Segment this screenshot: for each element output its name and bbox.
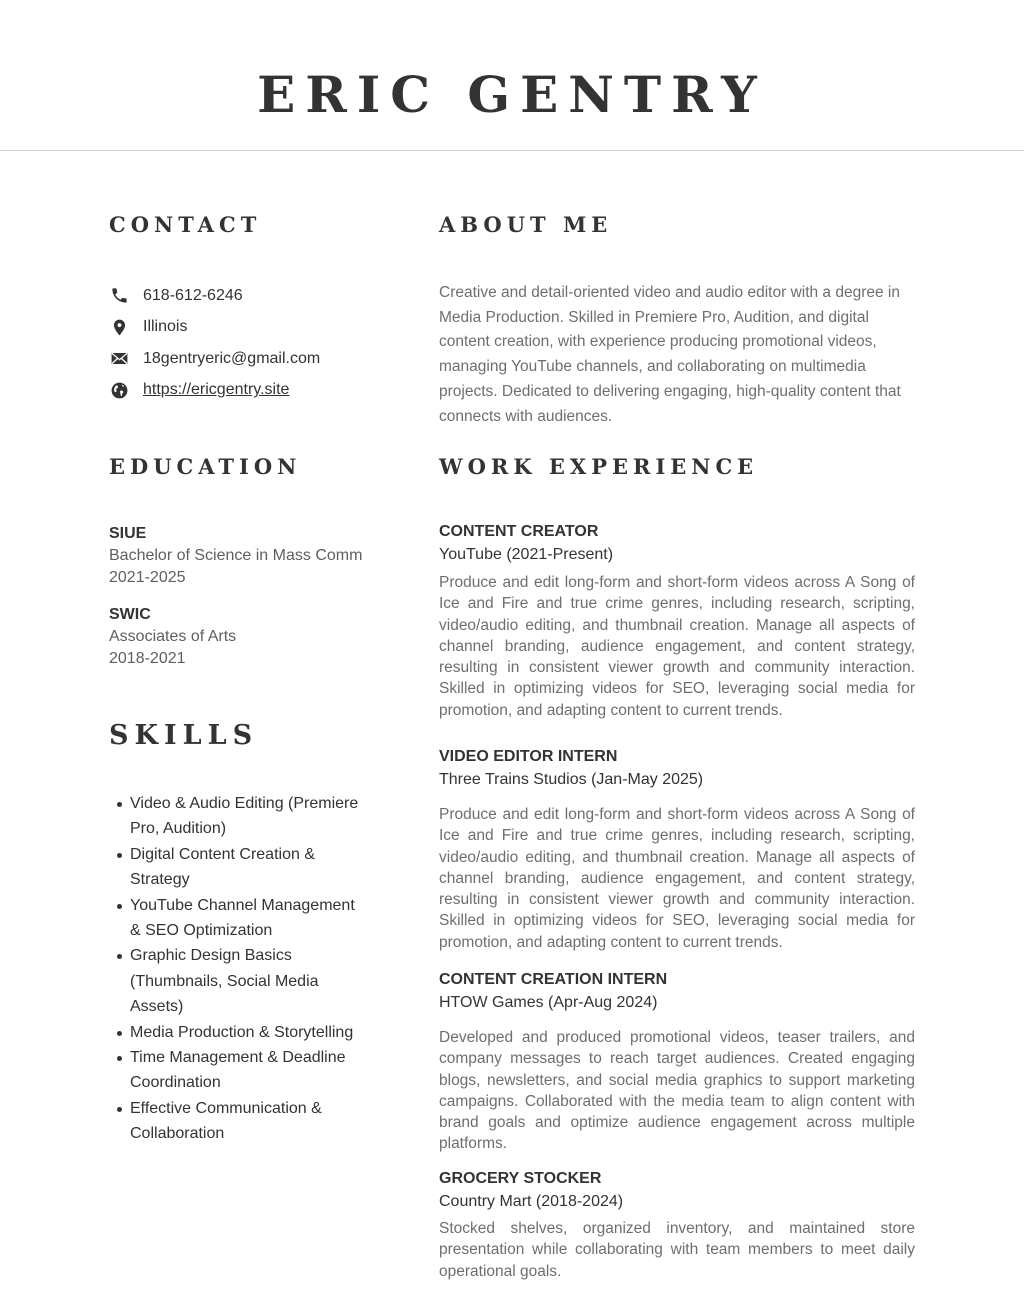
contact-location xyxy=(109,312,409,344)
skill-item: YouTube Channel Management & SEO Optimization xyxy=(130,893,360,944)
skill-item: Time Management & Deadline Coordination xyxy=(130,1045,360,1096)
school-name: SIUE xyxy=(109,525,147,542)
resume-name: ERIC GENTRY xyxy=(257,65,767,124)
job-description: Produce and edit long-form and short-form videos across A Song of Ice and Fire and true crime genres, including research, scripting, video/audio editing, and thumbnail creation. Manage all aspects of channel branding, audience engagement, and content strategy, resulting in consistent viewer growth and community interaction. Skilled in optimizing videos for SEO, leveraging social media for promotion, and adapting content to current trends. xyxy=(439,574,915,719)
skill-item: Media Production & Storytelling xyxy=(130,1020,360,1045)
job-title: GROCERY STOCKER xyxy=(439,1170,602,1187)
contact-heading: CONTACT xyxy=(109,212,262,237)
education-entry xyxy=(109,523,409,588)
education-years: 2018-2021 xyxy=(109,649,186,667)
globe-icon xyxy=(109,380,129,400)
job-title: CONTENT CREATOR xyxy=(439,523,599,540)
website-link[interactable]: https://ericgentry.site xyxy=(143,381,290,399)
education-heading: EDUCATION xyxy=(109,454,302,479)
job-company: YouTube (2021-Present) xyxy=(439,546,614,563)
job-title: CONTENT CREATION INTERN xyxy=(439,971,668,988)
about-heading: ABOUT ME xyxy=(439,212,613,237)
job-company: Three Trains Studios (Jan-May 2025) xyxy=(439,771,704,788)
school-name: SWIC xyxy=(109,606,151,623)
degree: Associates of Arts xyxy=(109,628,237,645)
work-entry xyxy=(439,1168,915,1282)
job-company: Country Mart (2018-2024) xyxy=(439,1193,624,1210)
skills-heading: SKILLS xyxy=(109,720,259,751)
job-description: Stocked shelves, organized inventory, and maintained store presentation while collaborating with team members to meet daily operational goals. xyxy=(439,1220,915,1280)
degree: Bachelor of Science in Mass Comm xyxy=(109,547,363,564)
location-text: Illinois xyxy=(143,318,188,336)
contact-list xyxy=(109,280,409,406)
job-description: Produce and edit long-form and short-form videos across A Song of Ice and Fire and true crime genres, including research, scripting, video/audio editing, and thumbnail creation. Manage all aspects of channel branding, audience engagement, and content strategy, resulting in consistent viewer growth and community interaction. Skilled in optimizing videos for SEO, leveraging social media for promotion, and adapting content to current trends. xyxy=(439,806,915,951)
about-text: Creative and detail-oriented video and audio editor with a degree in Media Production. Skilled in Premiere Pro, Audition, and digital content creation, with experience producing promotional videos, managing YouTube channels, and collaborating on multimedia projects. Dedicated to delivering engaging, high-quality content that connects with audiences. xyxy=(439,284,901,425)
skill-item: Effective Communication & Collaboration xyxy=(130,1096,360,1147)
skills-list xyxy=(130,791,360,1147)
skill-item: Graphic Design Basics (Thumbnails, Social Media Assets) xyxy=(130,943,360,1019)
email-link[interactable]: 18gentryeric@gmail.com xyxy=(143,349,321,367)
phone-number: 618-612-6246 xyxy=(143,286,243,304)
work-entry xyxy=(439,521,915,721)
work-entry xyxy=(439,746,915,953)
contact-email xyxy=(109,343,409,375)
work-experience-heading: WORK EXPERIENCE xyxy=(439,454,759,479)
education-entry xyxy=(109,604,409,669)
contact-phone xyxy=(109,280,409,312)
job-title: VIDEO EDITOR INTERN xyxy=(439,748,618,765)
job-description: Developed and produced promotional videos, teaser trailers, and company messages to reach target audiences. Created engaging blogs, newsletters, and social media graphics to support marketing campaigns. Collaborated with the media team to align content with brand goals and optimize audience engagement across multiple platforms. xyxy=(439,1029,915,1153)
phone-icon xyxy=(109,286,129,306)
contact-website xyxy=(109,375,409,407)
work-entry xyxy=(439,969,915,1155)
envelope-icon xyxy=(109,349,129,369)
skill-item: Video & Audio Editing (Premiere Pro, Audition) xyxy=(130,791,360,842)
header-divider xyxy=(0,150,1024,151)
job-company: HTOW Games (Apr-Aug 2024) xyxy=(439,994,658,1011)
education-years: 2021-2025 xyxy=(109,568,186,586)
skill-item: Digital Content Creation & Strategy xyxy=(130,842,360,893)
location-pin-icon xyxy=(109,317,129,337)
